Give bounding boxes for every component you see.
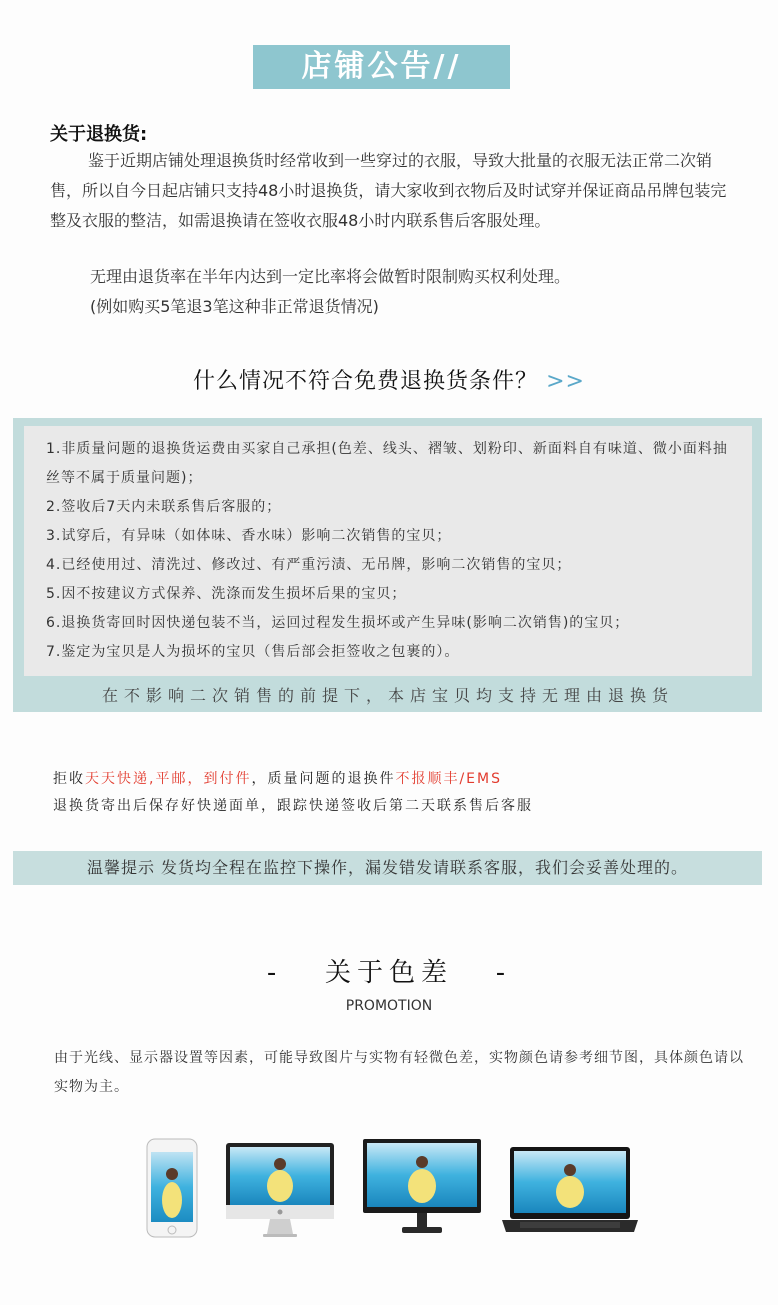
list-item: 4.已经使用过、清洗过、修改过、有严重污渍、无吊牌，影响二次销售的宝贝； [46, 557, 572, 573]
phone-icon [146, 1138, 198, 1238]
return-limit-note: 无理由退货率在半年内达到一定比率将会做暂时限制购买权利处理。 [90, 267, 571, 286]
not-reimbursed-couriers: 不报顺丰/EMS [395, 771, 502, 787]
tip-text: 温馨提示 发货均全程在监控下操作，漏发错发请联系客服，我们会妥善处理的。 [86, 858, 689, 877]
list-item: 2.签收后7天内未联系售后客服的； [46, 499, 282, 515]
conditions-heading-text: 什么情况不符合免费退换货条件？ [193, 369, 539, 394]
returns-policy-text: 鉴于近期店铺处理退换货时经常收到一些穿过的衣服，导致大批量的衣服无法正常二次销售，所以自今日起店铺只支持48小时退换货，请大家收到衣物后及时试穿并保证商品吊牌包装完整及衣服的整洁，如需退换请在签收衣服48小时内联系售后客服处理。 [50, 151, 727, 230]
conditions-list [46, 435, 736, 667]
store-notice-banner: 店铺公告// [253, 45, 510, 89]
conditions-heading [0, 364, 778, 395]
courier-refusal-note [53, 768, 502, 788]
color-difference-heading: - 关于色差 - [266, 958, 512, 988]
list-item: 3.试穿后，有异味（如体味、香水味）影响二次销售的宝贝； [46, 528, 452, 544]
color-difference-description: 由于光线、显示器设置等因素，可能导致图片与实物有轻微色差，实物颜色请参考细节图，具体颜色请以实物为主。 [54, 1050, 744, 1095]
returns-heading: 关于退换货: [50, 124, 148, 145]
list-item: 6.退换货寄回时因快递包装不当，运回过程发生损坏或产生异味(影响二次销售)的宝贝； [46, 615, 630, 631]
imac-icon [225, 1142, 335, 1238]
promotion-subheading: PROMOTION [345, 998, 433, 1014]
list-item: 7.鉴定为宝贝是人为损坏的宝贝（售后部会拒签收之包裹的）。 [46, 644, 460, 660]
laptop-icon [500, 1146, 640, 1236]
courier-tracking-note: 退换货寄出后保存好快递面单，跟踪快递签收后第二天联系售后客服 [53, 798, 533, 814]
conditions-footer: 在不影响二次销售的前提下，本店宝贝均支持无理由退换货 [101, 686, 674, 705]
return-example-note: (例如购买5笔退3笔这种非正常退货情况) [90, 297, 379, 316]
refuse-prefix: 拒收 [53, 771, 85, 787]
refused-couriers: 天天快递,平邮，到付件 [85, 771, 252, 787]
monitor-icon [362, 1138, 482, 1236]
list-item: 1.非质量问题的退换货运费由买家自己承担(色差、线头、褶皱、划粉印、新面料自有味道、微小面料抽丝等不属于质量问题)； [46, 441, 728, 486]
list-item: 5.因不按建议方式保养、洗涤而发生损坏后果的宝贝； [46, 586, 407, 602]
double-chevron-icon: >> [546, 369, 585, 394]
courier-middle-text: ，质量问题的退换件 [251, 771, 396, 787]
